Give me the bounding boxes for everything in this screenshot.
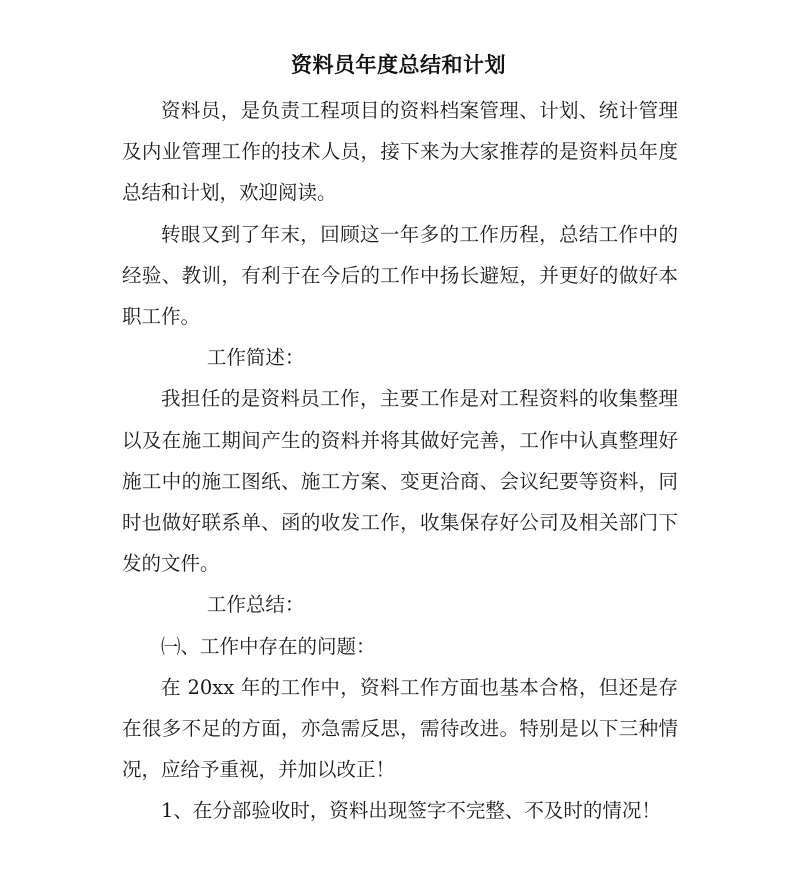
list-item-problem-1: 1、在分部验收时，资料出现签字不完整、不及时的情况！ bbox=[161, 799, 661, 823]
document-body bbox=[122, 90, 678, 832]
section-heading-work-summary: 工作总结： bbox=[206, 593, 305, 617]
paragraph-intro: 资料员，是负责工程项目的资料档案管理、计划、统计管理及内业管理工作的技术人员，接下来为大家推荐的是资料员年度总结和计划，欢迎阅读。 bbox=[122, 99, 678, 205]
paragraph-work-duties: 我担任的是资料员工作，主要工作是对工程资料的收集整理以及在施工期间产生的资料并将其做好完善，工作中认真整理好施工中的施工图纸、施工方案、变更洽商、会议纪要等资料，同时也做好联系单、函的收发工作，收集保存好公司及相关部门下发的文件。 bbox=[122, 387, 678, 576]
paragraph-problems-overview: 在 20xx 年的工作中，资料工作方面也基本合格，但还是存在很多不足的方面，亦急需反思，需待改进。特别是以下三种情况，应给予重视，并加以改正！ bbox=[122, 675, 678, 782]
section-heading-work-overview: 工作简述： bbox=[206, 346, 305, 370]
document-title: 资料员年度总结和计划 bbox=[291, 53, 506, 77]
paragraph-year-end-review: 转眼又到了年末，回顾这一年多的工作历程，总结工作中的经验、教训，有利于在今后的工作中扬长避短，并更好的做好本职工作。 bbox=[122, 222, 678, 329]
subheading-problems: ㈠、工作中存在的问题： bbox=[161, 634, 376, 658]
